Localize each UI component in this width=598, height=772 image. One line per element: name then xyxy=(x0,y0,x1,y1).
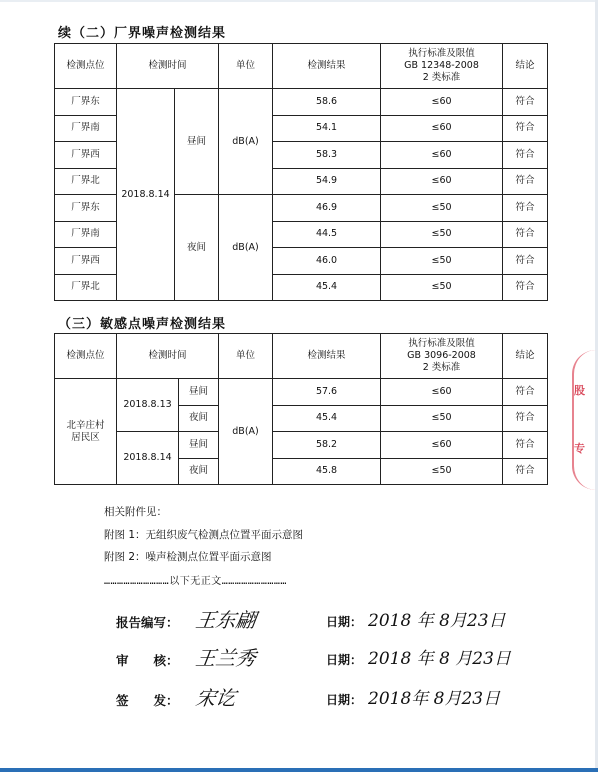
cell-unit: dB(A) xyxy=(219,379,273,485)
handwritten-date: 2018 年 8 月23日 xyxy=(368,649,511,669)
table-header-row xyxy=(55,44,548,89)
signature-label: 报告编写： xyxy=(116,615,179,630)
cell-point: 厂界南 xyxy=(55,115,117,142)
cell-unit: dB(A) xyxy=(219,195,273,301)
cell-result: 54.9 xyxy=(273,168,381,195)
cell-point: 厂界西 xyxy=(55,142,117,169)
cell-limit: ≤50 xyxy=(381,195,503,222)
seal-stamp xyxy=(572,350,596,490)
cell-conclusion: 符合 xyxy=(503,274,548,301)
cell-result: 44.5 xyxy=(273,221,381,248)
cell-result: 45.4 xyxy=(273,405,381,432)
standard-line: 执行标准及限值 xyxy=(408,338,475,350)
cell-point: 厂界北 xyxy=(55,274,117,301)
cell-period: 昼间 xyxy=(179,379,219,406)
cell-limit: ≤60 xyxy=(381,115,503,142)
standard-line: 执行标准及限值 xyxy=(408,48,475,60)
cell-result: 58.6 xyxy=(273,89,381,116)
cell-result: 57.6 xyxy=(273,379,381,406)
cell-result: 58.2 xyxy=(273,432,381,459)
date-label: 日期： xyxy=(326,693,363,707)
signature-label: 审 核： xyxy=(116,653,179,668)
col-header-unit: 单位 xyxy=(219,334,273,379)
cell-period: 夜间 xyxy=(179,405,219,432)
cell-limit: ≤50 xyxy=(381,458,503,485)
date-label: 日期： xyxy=(326,653,363,667)
col-header-point: 检测点位 xyxy=(55,44,117,89)
sensitive-point-noise-table xyxy=(54,333,548,485)
point-name-line: 北辛庄村 xyxy=(66,419,105,431)
cell-point: 厂界北 xyxy=(55,168,117,195)
attachment-item: 附图 1：无组织废气检测点位置平面示意图 xyxy=(104,529,304,541)
cell-date: 2018.8.13 xyxy=(117,379,179,432)
col-header-time: 检测时间 xyxy=(117,44,219,89)
scan-edge-strip xyxy=(0,768,598,772)
signature-row xyxy=(116,682,556,716)
standard-line: 2 类标准 xyxy=(422,71,461,83)
section3-title: （三）敏感点噪声检测结果 xyxy=(58,317,227,332)
cell-period: 昼间 xyxy=(175,89,219,195)
signature-row xyxy=(116,604,556,638)
cell-conclusion: 符合 xyxy=(503,432,548,459)
cell-conclusion: 符合 xyxy=(503,458,548,485)
cell-period: 夜间 xyxy=(175,195,219,301)
handwritten-signature: 宋讫 xyxy=(194,686,238,710)
table-row xyxy=(55,432,548,459)
cell-period: 夜间 xyxy=(179,458,219,485)
handwritten-signature: 王兰秀 xyxy=(194,646,258,670)
cell-limit: ≤50 xyxy=(381,248,503,275)
cell-conclusion: 符合 xyxy=(503,405,548,432)
cell-result: 45.4 xyxy=(273,274,381,301)
cell-conclusion: 符合 xyxy=(503,379,548,406)
signature-label: 签 发： xyxy=(116,693,179,708)
cell-conclusion: 符合 xyxy=(503,248,548,275)
cell-limit: ≤60 xyxy=(381,168,503,195)
attachment-item: 附图 2：噪声检测点位置平面示意图 xyxy=(104,551,272,563)
table-header-row xyxy=(55,334,548,379)
cell-conclusion: 符合 xyxy=(503,195,548,222)
cell-result: 46.9 xyxy=(273,195,381,222)
boundary-noise-table xyxy=(54,43,548,301)
col-header-conclusion: 结论 xyxy=(503,334,548,379)
cell-conclusion: 符合 xyxy=(503,221,548,248)
signature-row xyxy=(116,642,556,676)
standard-line: GB 12348-2008 xyxy=(404,60,479,72)
col-header-result: 检测结果 xyxy=(273,44,381,89)
standard-line: GB 3096-2008 xyxy=(407,350,476,362)
standard-line: 2 类标准 xyxy=(422,361,461,373)
attachments-heading: 相关附件见： xyxy=(104,506,167,518)
cell-limit: ≤60 xyxy=(381,379,503,406)
col-header-result: 检测结果 xyxy=(273,334,381,379)
cell-limit: ≤60 xyxy=(381,142,503,169)
col-header-point: 检测点位 xyxy=(55,334,117,379)
cell-result: 45.8 xyxy=(273,458,381,485)
table-row xyxy=(55,379,548,406)
cell-point xyxy=(55,379,117,485)
col-header-standard xyxy=(381,44,503,89)
seal-text: 股 xyxy=(574,384,585,397)
cell-conclusion: 符合 xyxy=(503,115,548,142)
date-label: 日期： xyxy=(326,615,363,629)
cell-limit: ≤60 xyxy=(381,89,503,116)
cell-period: 昼间 xyxy=(179,432,219,459)
cell-conclusion: 符合 xyxy=(503,89,548,116)
point-name-line: 居民区 xyxy=(71,431,100,443)
cell-limit: ≤50 xyxy=(381,405,503,432)
handwritten-signature: 王东翩 xyxy=(194,608,258,632)
cell-limit: ≤50 xyxy=(381,274,503,301)
page-edge xyxy=(0,0,598,2)
cell-result: 54.1 xyxy=(273,115,381,142)
col-header-unit: 单位 xyxy=(219,44,273,89)
table-row xyxy=(55,89,548,116)
handwritten-date: 2018 年 8月23日 xyxy=(368,611,506,631)
cell-point: 厂界南 xyxy=(55,221,117,248)
col-header-time: 检测时间 xyxy=(117,334,219,379)
section2-title: 续（二）厂界噪声检测结果 xyxy=(58,26,227,41)
cell-result: 46.0 xyxy=(273,248,381,275)
cell-conclusion: 符合 xyxy=(503,142,548,169)
seal-text: 专 xyxy=(574,442,585,455)
cell-point: 厂界东 xyxy=(55,195,117,222)
cell-unit: dB(A) xyxy=(219,89,273,195)
col-header-standard xyxy=(381,334,503,379)
cell-result: 58.3 xyxy=(273,142,381,169)
handwritten-date: 2018年 8月23日 xyxy=(368,689,501,709)
end-of-text-line: …………………………以下无正文………………………… xyxy=(104,576,287,587)
cell-limit: ≤60 xyxy=(381,432,503,459)
cell-limit: ≤50 xyxy=(381,221,503,248)
cell-point: 厂界西 xyxy=(55,248,117,275)
cell-point: 厂界东 xyxy=(55,89,117,116)
col-header-conclusion: 结论 xyxy=(503,44,548,89)
cell-conclusion: 符合 xyxy=(503,168,548,195)
cell-date: 2018.8.14 xyxy=(117,89,175,301)
cell-date: 2018.8.14 xyxy=(117,432,179,485)
